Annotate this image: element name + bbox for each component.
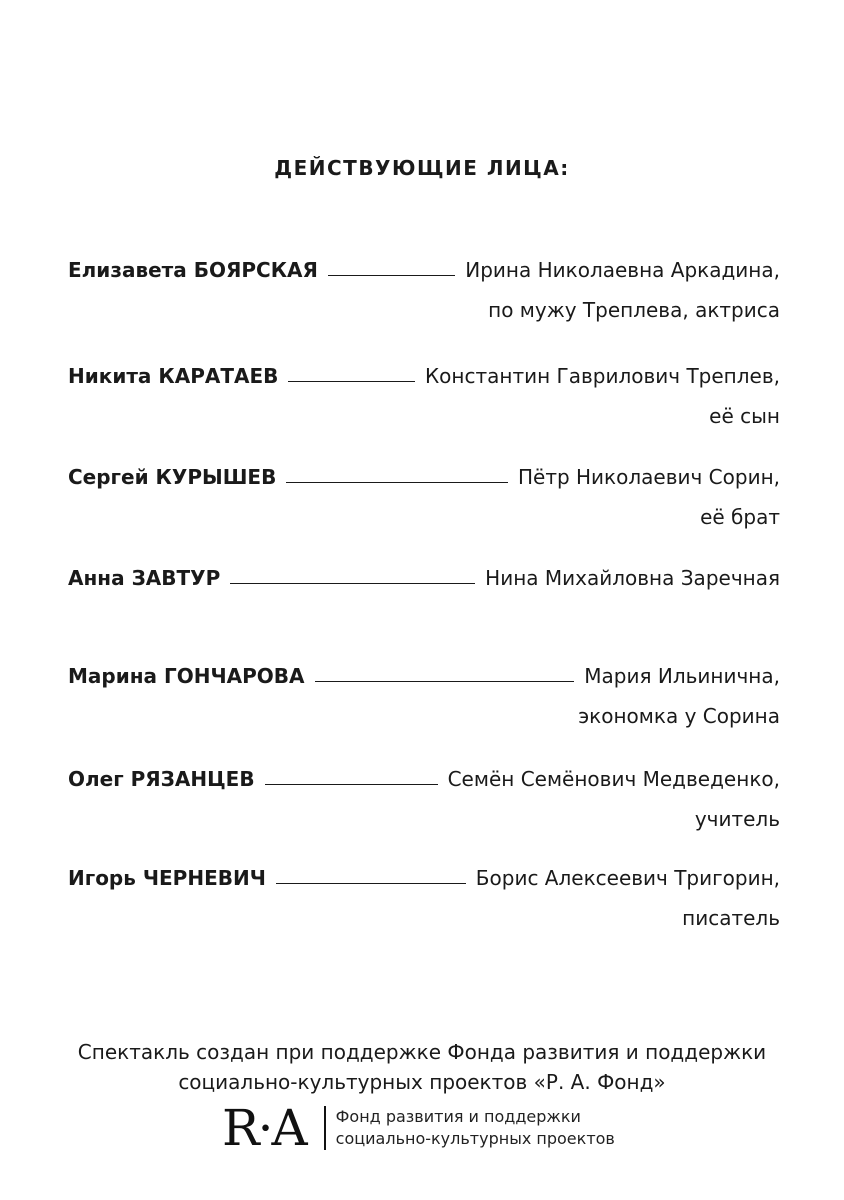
logo-caption-line-1: Фонд развития и поддержки xyxy=(335,1107,581,1126)
cast-entry xyxy=(68,361,780,431)
ra-logo-mark: R·A xyxy=(222,1099,306,1157)
role-name: Мария Ильинична, xyxy=(584,664,780,688)
role-note: её сын xyxy=(709,404,780,428)
role-name: Ирина Николаевна Аркадина, xyxy=(465,258,780,282)
sponsor-line-1: Спектакль создан при поддержке Фонда развития и поддержки xyxy=(77,1040,767,1064)
actor-name: Сергей КУРЫШЕВ xyxy=(68,465,277,489)
dash-line xyxy=(288,361,415,382)
page-title: ДЕЙСТВУЮЩИЕ ЛИЦА: xyxy=(274,156,570,180)
role-name: Пётр Николаевич Сорин, xyxy=(517,465,780,489)
role-note: экономка у Сорина xyxy=(578,704,780,728)
role-name: Семён Семёнович Медведенко, xyxy=(447,767,780,791)
actor-name: Никита КАРАТАЕВ xyxy=(68,364,279,388)
cast-entry xyxy=(68,661,780,731)
role-note: учитель xyxy=(694,807,780,831)
dash-line xyxy=(328,255,455,276)
cast-entry xyxy=(68,563,780,593)
logo-caption-line-2: социально-культурных проектов xyxy=(335,1129,615,1148)
cast-entry xyxy=(68,462,780,532)
actor-name: Марина ГОНЧАРОВА xyxy=(68,664,305,688)
actor-name: Игорь ЧЕРНЕВИЧ xyxy=(68,866,266,890)
role-name: Нина Михайловна Заречная xyxy=(485,566,780,590)
dash-line xyxy=(276,863,466,884)
sponsor-line-2: социально-культурных проектов «Р. А. Фонд» xyxy=(178,1070,666,1094)
role-note: её брат xyxy=(700,505,780,529)
actor-name: Елизавета БОЯРСКАЯ xyxy=(68,258,318,282)
logo-divider xyxy=(324,1106,326,1150)
actor-name: Анна ЗАВТУР xyxy=(68,566,221,590)
dash-line xyxy=(286,462,508,483)
foundation-logo xyxy=(222,1100,615,1156)
sponsor-note xyxy=(0,1037,844,1097)
role-note: по мужу Треплева, актриса xyxy=(488,298,780,322)
role-name: Константин Гаврилович Треплев, xyxy=(424,364,780,388)
dash-line xyxy=(230,563,475,584)
dash-line xyxy=(265,764,438,785)
role-name: Борис Алексеевич Тригорин, xyxy=(475,866,780,890)
dash-line xyxy=(315,661,575,682)
actor-name: Олег РЯЗАНЦЕВ xyxy=(68,767,255,791)
cast-entry xyxy=(68,764,780,834)
role-note: писатель xyxy=(682,906,780,930)
cast-entry xyxy=(68,863,780,933)
logo-caption xyxy=(336,1106,615,1150)
cast-entry xyxy=(68,255,780,325)
